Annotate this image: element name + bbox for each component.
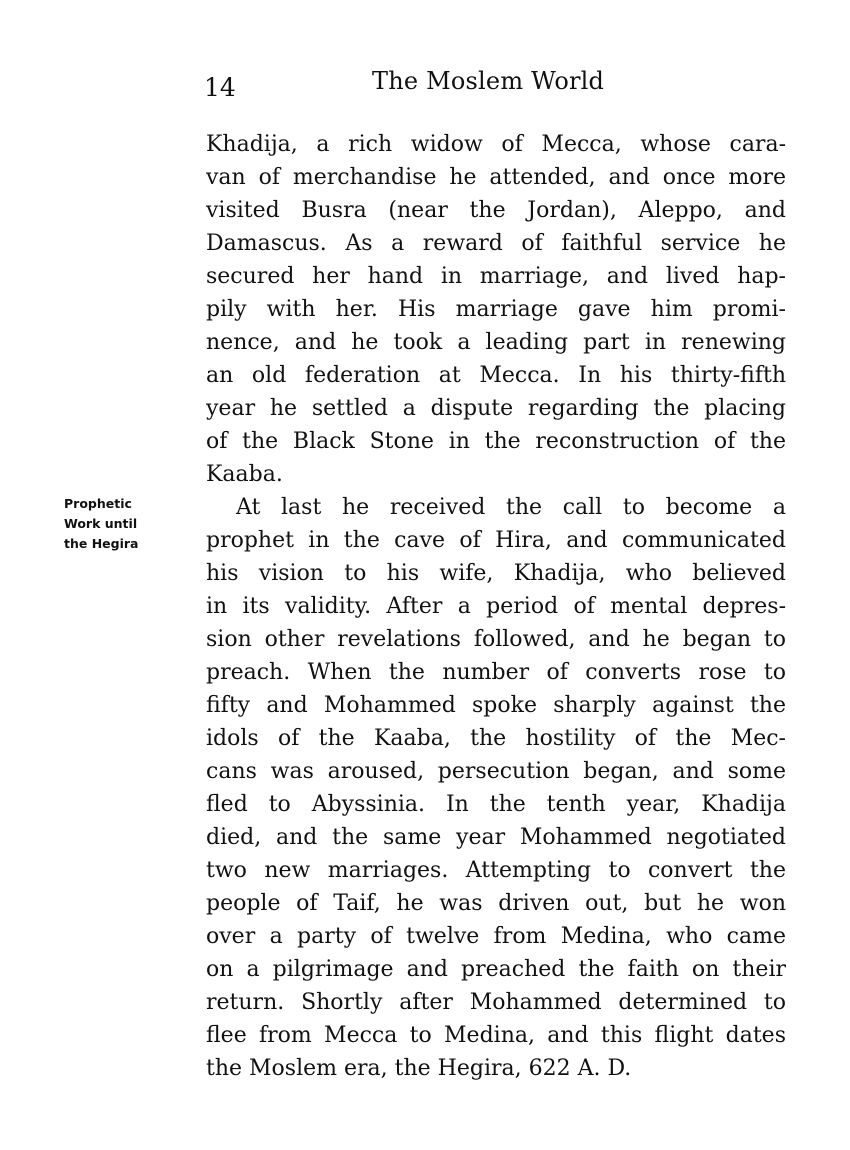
text-line: over a party of twelve from Medina, who came <box>206 924 786 949</box>
margin-note <box>64 494 138 554</box>
text-line: year he settled a dispute regarding the placing <box>206 396 786 421</box>
text-line: pily with her. His marriage gave him promi- <box>206 297 786 322</box>
text-line: died, and the same year Mohammed negotiated <box>206 825 786 850</box>
text-line: Khadija, a rich widow of Mecca, whose cara- <box>206 132 786 157</box>
text-line: the Moslem era, the Hegira, 622 A. D. <box>206 1056 632 1081</box>
text-line: Kaaba. <box>206 462 283 487</box>
margin-note-line: the Hegira <box>64 536 139 551</box>
text-line: sion other revelations followed, and he began to <box>206 627 786 652</box>
page-number: 14 <box>204 73 236 102</box>
text-line: flee from Mecca to Medina, and this flight dates <box>206 1023 786 1048</box>
text-line: prophet in the cave of Hira, and communicated <box>206 528 786 553</box>
text-line: return. Shortly after Mohammed determined to <box>206 990 786 1015</box>
text-line: an old federation at Mecca. In his thirty-fifth <box>206 363 786 388</box>
running-head-title: The Moslem World <box>372 67 605 95</box>
text-line: idols of the Kaaba, the hostility of the Mec- <box>206 726 786 751</box>
paragraph-2 <box>206 491 786 1085</box>
text-line: At last he received the call to become a <box>236 495 786 520</box>
paragraph-1 <box>206 128 786 491</box>
text-line: nence, and he took a leading part in renewing <box>206 330 786 355</box>
text-line: his vision to his wife, Khadija, who believed <box>206 561 786 586</box>
text-line: van of merchandise he attended, and once more <box>206 165 786 190</box>
text-line: fled to Abyssinia. In the tenth year, Khadija <box>206 792 786 817</box>
text-line: cans was aroused, persecution began, and some <box>206 759 786 784</box>
text-line: people of Taif, he was driven out, but he won <box>206 891 786 916</box>
text-line: preach. When the number of converts rose to <box>206 660 786 685</box>
text-line: of the Black Stone in the reconstruction of the <box>206 429 786 454</box>
body-text <box>206 128 786 1085</box>
text-line: visited Busra (near the Jordan), Aleppo, and <box>206 198 786 223</box>
text-line: secured her hand in marriage, and lived hap- <box>206 264 786 289</box>
margin-note-line: Prophetic <box>64 496 132 511</box>
text-line: Damascus. As a reward of faithful service he <box>206 231 786 256</box>
margin-note-line: Work until <box>64 516 138 531</box>
text-line: on a pilgrimage and preached the faith on their <box>206 957 786 982</box>
text-line: two new marriages. Attempting to convert the <box>206 858 786 883</box>
text-line: fifty and Mohammed spoke sharply against the <box>206 693 786 718</box>
text-line: in its validity. After a period of mental depres- <box>206 594 786 619</box>
